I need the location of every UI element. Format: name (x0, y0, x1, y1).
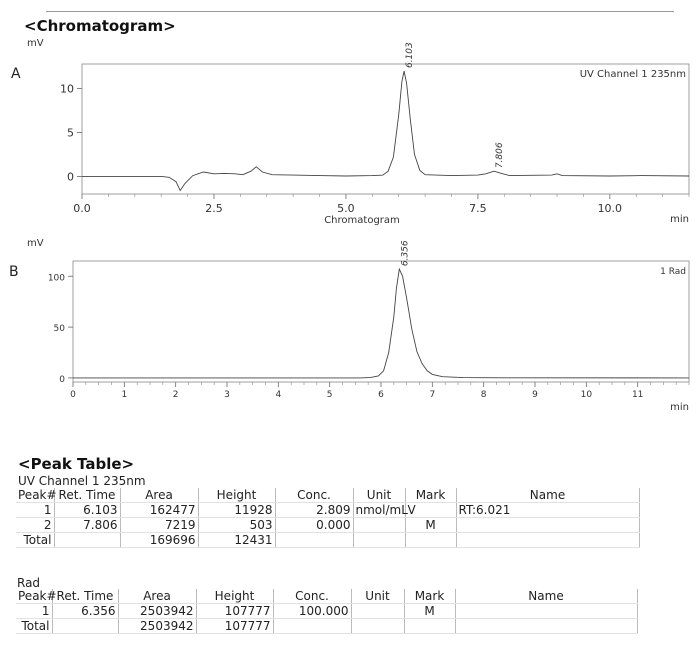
rad-channel-label: Rad (17, 576, 41, 590)
x-tick-label: 10.0 (597, 202, 623, 215)
table-header-row (16, 589, 637, 604)
cell: 7.806 (54, 518, 120, 533)
x-tick-label: 4 (275, 390, 282, 400)
x-tick-label: 11 (631, 390, 644, 400)
x-unit-label: min (670, 214, 689, 225)
x-axis-title: Chromatogram (324, 215, 400, 226)
cell: Total (16, 533, 54, 548)
uv-peak-table (16, 488, 640, 548)
cell: V (405, 503, 456, 518)
peak-label: 7.806 (495, 142, 506, 169)
x-tick-label: 9 (532, 390, 538, 400)
y-tick-label: 0 (59, 374, 65, 385)
cell (456, 533, 639, 548)
x-tick-label: 0 (70, 390, 76, 400)
table-header-row (16, 488, 639, 503)
peak-label: 6.103 (405, 42, 416, 69)
cell (405, 533, 456, 548)
x-tick-label: 5.0 (337, 202, 355, 215)
cell: Total (16, 619, 52, 634)
cell (351, 619, 404, 634)
cell: M (404, 604, 455, 619)
cell: M (405, 518, 456, 533)
rad-peak-table (16, 589, 638, 634)
col-header: Height (198, 488, 275, 503)
cell (404, 619, 455, 634)
cell: 0.000 (275, 518, 353, 533)
x-tick-label: 2.5 (205, 202, 223, 215)
x-tick-label: 3 (224, 390, 230, 400)
cell (353, 518, 405, 533)
col-header: Unit (353, 488, 405, 503)
x-tick-label: 0.0 (73, 202, 91, 215)
y-tick-label: 100 (47, 273, 65, 284)
x-tick-label: 7 (429, 390, 436, 400)
x-tick-label: 8 (480, 390, 487, 400)
y-tick-label: 10 (60, 82, 74, 96)
x-unit-label: min (670, 402, 689, 413)
col-header: Name (455, 589, 637, 604)
table-total-row (16, 533, 639, 548)
peak-table-title: <Peak Table> (18, 455, 135, 473)
col-header: Height (196, 589, 273, 604)
cell: 503 (198, 518, 275, 533)
cell: 1 (16, 503, 54, 518)
y-tick-label: 5 (67, 126, 74, 140)
x-tick-label: 5 (326, 390, 333, 400)
channel-label: 1 Rad (660, 267, 686, 277)
cell (455, 619, 637, 634)
x-tick-label: 1 (121, 390, 128, 400)
cell (353, 533, 405, 548)
x-tick-label: 10 (580, 390, 593, 400)
cell (273, 619, 351, 634)
cell: 11928 (198, 503, 275, 518)
cell (275, 533, 353, 548)
x-tick-label: 7.5 (469, 202, 487, 215)
col-header: Peak# (18, 488, 57, 502)
cell: 12431 (198, 533, 275, 548)
panel-b-letter: B (9, 264, 19, 280)
cell (455, 604, 637, 619)
chromatogram-title: <Chromatogram> (24, 17, 176, 35)
cell: 6.103 (54, 503, 120, 518)
y-tick-label: 50 (53, 324, 65, 335)
cell: 7219 (120, 518, 198, 533)
x-tick-label: 2 (172, 390, 179, 400)
cell (351, 604, 404, 619)
cell: 2 (16, 518, 54, 533)
cell: 107777 (196, 604, 273, 619)
col-header: Peak# (18, 589, 57, 603)
col-header: Mark (404, 589, 455, 604)
panel-a-y-unit: mV (27, 38, 44, 49)
cell (52, 619, 118, 634)
col-header: Unit (351, 589, 404, 604)
cell (456, 518, 639, 533)
col-header: Mark (405, 488, 456, 503)
cell: 107777 (196, 619, 273, 634)
col-header: Name (456, 488, 639, 503)
signal-trace (73, 269, 689, 378)
y-tick-label: 0 (67, 170, 74, 184)
cell: nmol/mL (353, 503, 405, 518)
cell: 169696 (120, 533, 198, 548)
cell: 6.356 (52, 604, 118, 619)
table-row (16, 518, 639, 533)
col-header: Ret. Time (52, 589, 118, 604)
cell: 162477 (120, 503, 198, 518)
cell: RT:6.021 (456, 503, 639, 518)
cell: 2503942 (118, 619, 196, 634)
col-header: Conc. (275, 488, 353, 503)
panel-b-y-unit: mV (27, 238, 44, 249)
table-row (16, 503, 639, 518)
cell: 2.809 (275, 503, 353, 518)
cell: 2503942 (118, 604, 196, 619)
table-row (16, 604, 637, 619)
table-total-row (16, 619, 637, 634)
col-header: Area (120, 488, 198, 503)
uv-channel-label: UV Channel 1 235nm (18, 474, 146, 488)
cell: 1 (16, 604, 52, 619)
col-header: Area (118, 589, 196, 604)
x-tick-label: 6 (378, 390, 384, 400)
peak-label: 6.356 (400, 240, 411, 267)
col-header: Conc. (273, 589, 351, 604)
plot-frame (73, 261, 689, 382)
channel-label: UV Channel 1 235nm (579, 69, 686, 80)
col-header: Ret. Time (54, 488, 120, 503)
panel-a-letter: A (11, 66, 21, 82)
cell: 100.000 (273, 604, 351, 619)
cell (54, 533, 120, 548)
